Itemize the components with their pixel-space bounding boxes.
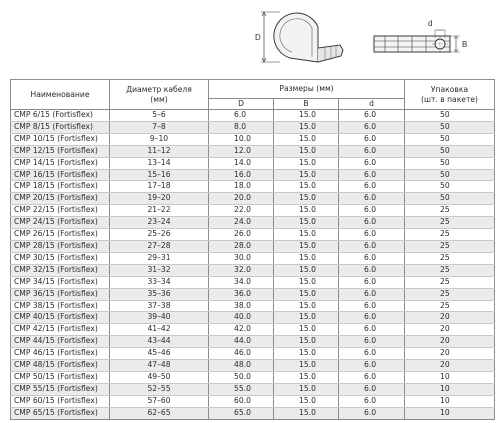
cell-d: 6.0 — [339, 252, 405, 264]
cell-name: CMP 65/15 (Fortisflex) — [11, 407, 110, 419]
cell-name: CMP 24/15 (Fortisflex) — [11, 217, 110, 229]
cell-diameter-range: 47–48 — [110, 360, 209, 372]
cell-d: 6.0 — [339, 217, 405, 229]
cell-pack: 10 — [405, 395, 495, 407]
cell-name: CMP 14/15 (Fortisflex) — [11, 157, 110, 169]
cell-diameter-range: 45–46 — [110, 348, 209, 360]
cell-diameter-range: 5–6 — [110, 110, 209, 122]
cell-name: CMP 44/15 (Fortisflex) — [11, 336, 110, 348]
cell-pack: 50 — [405, 169, 495, 181]
cell-d: 6.0 — [339, 169, 405, 181]
dimension-label-D: D — [255, 33, 261, 42]
cell-name: CMP 18/15 (Fortisflex) — [11, 181, 110, 193]
cell-d: 6.0 — [339, 276, 405, 288]
header-diameter — [110, 80, 209, 110]
cell-d: 6.0 — [339, 324, 405, 336]
dimension-label-d: d — [428, 19, 433, 28]
cell-pack: 25 — [405, 252, 495, 264]
cell-diameter-range: 13–14 — [110, 157, 209, 169]
cell-name: CMP 38/15 (Fortisflex) — [11, 300, 110, 312]
table-row — [11, 360, 495, 372]
table-row — [11, 288, 495, 300]
cell-pack: 20 — [405, 360, 495, 372]
cell-name: CMP 8/15 (Fortisflex) — [11, 121, 110, 133]
cell-pack: 25 — [405, 229, 495, 241]
header-pack-line1: Упаковка — [430, 84, 469, 94]
cell-pack: 20 — [405, 312, 495, 324]
cell-diameter-range: 11–12 — [110, 145, 209, 157]
cell-B: 15.0 — [274, 193, 339, 205]
cell-B: 15.0 — [274, 133, 339, 145]
cell-d: 6.0 — [339, 133, 405, 145]
cell-B: 15.0 — [274, 145, 339, 157]
cell-B: 15.0 — [274, 407, 339, 419]
cell-d: 6.0 — [339, 407, 405, 419]
cell-D: 6.0 — [209, 110, 274, 122]
table-row — [11, 193, 495, 205]
cell-d: 6.0 — [339, 371, 405, 383]
cell-name: CMP 55/15 (Fortisflex) — [11, 383, 110, 395]
table-row — [11, 407, 495, 419]
header-pack — [405, 80, 495, 110]
cell-diameter-range: 29–31 — [110, 252, 209, 264]
cell-D: 8.0 — [209, 121, 274, 133]
cell-diameter-range: 25–26 — [110, 229, 209, 241]
cell-pack: 25 — [405, 288, 495, 300]
cell-B: 15.0 — [274, 229, 339, 241]
cell-pack: 20 — [405, 348, 495, 360]
cell-pack: 50 — [405, 110, 495, 122]
cell-D: 28.0 — [209, 240, 274, 252]
cell-d: 6.0 — [339, 312, 405, 324]
cell-d: 6.0 — [339, 336, 405, 348]
cell-diameter-range: 43–44 — [110, 336, 209, 348]
cell-B: 15.0 — [274, 205, 339, 217]
cell-pack: 10 — [405, 383, 495, 395]
cell-d: 6.0 — [339, 110, 405, 122]
cell-name: CMP 36/15 (Fortisflex) — [11, 288, 110, 300]
cell-B: 15.0 — [274, 288, 339, 300]
cell-name: CMP 26/15 (Fortisflex) — [11, 229, 110, 241]
cell-name: CMP 34/15 (Fortisflex) — [11, 276, 110, 288]
table-row — [11, 217, 495, 229]
cell-B: 15.0 — [274, 360, 339, 372]
cell-diameter-range: 7–8 — [110, 121, 209, 133]
cell-pack: 50 — [405, 157, 495, 169]
header-col-d: d — [339, 99, 405, 110]
cell-D: 34.0 — [209, 276, 274, 288]
cell-pack: 20 — [405, 324, 495, 336]
cell-diameter-range: 57–60 — [110, 395, 209, 407]
cell-diameter-range: 49–50 — [110, 371, 209, 383]
cell-pack: 25 — [405, 276, 495, 288]
table-row — [11, 336, 495, 348]
cell-d: 6.0 — [339, 300, 405, 312]
cell-diameter-range: 52–55 — [110, 383, 209, 395]
table-row — [11, 181, 495, 193]
cell-B: 15.0 — [274, 110, 339, 122]
table-row — [11, 240, 495, 252]
cell-B: 15.0 — [274, 121, 339, 133]
table-row — [11, 264, 495, 276]
cell-D: 44.0 — [209, 336, 274, 348]
cell-D: 24.0 — [209, 217, 274, 229]
cell-B: 15.0 — [274, 348, 339, 360]
cell-name: CMP 48/15 (Fortisflex) — [11, 360, 110, 372]
cell-B: 15.0 — [274, 276, 339, 288]
cell-pack: 50 — [405, 133, 495, 145]
cell-pack: 50 — [405, 145, 495, 157]
cell-diameter-range: 37–38 — [110, 300, 209, 312]
cell-name: CMP 46/15 (Fortisflex) — [11, 348, 110, 360]
table-row — [11, 110, 495, 122]
cell-B: 15.0 — [274, 157, 339, 169]
cell-diameter-range: 23–24 — [110, 217, 209, 229]
cell-D: 46.0 — [209, 348, 274, 360]
cell-D: 10.0 — [209, 133, 274, 145]
cell-D: 60.0 — [209, 395, 274, 407]
cell-D: 55.0 — [209, 383, 274, 395]
cell-D: 22.0 — [209, 205, 274, 217]
table-row — [11, 169, 495, 181]
table-row — [11, 121, 495, 133]
cell-d: 6.0 — [339, 240, 405, 252]
cell-name: CMP 12/15 (Fortisflex) — [11, 145, 110, 157]
cell-B: 15.0 — [274, 181, 339, 193]
cell-D: 42.0 — [209, 324, 274, 336]
cell-D: 16.0 — [209, 169, 274, 181]
cell-diameter-range: 27–28 — [110, 240, 209, 252]
table-row — [11, 133, 495, 145]
cell-B: 15.0 — [274, 300, 339, 312]
cell-pack: 10 — [405, 371, 495, 383]
cell-D: 65.0 — [209, 407, 274, 419]
table-row — [11, 395, 495, 407]
cell-D: 50.0 — [209, 371, 274, 383]
cell-diameter-range: 21–22 — [110, 205, 209, 217]
table-row — [11, 371, 495, 383]
cell-pack: 25 — [405, 300, 495, 312]
cell-name: CMP 6/15 (Fortisflex) — [11, 110, 110, 122]
cell-D: 26.0 — [209, 229, 274, 241]
cell-d: 6.0 — [339, 264, 405, 276]
table-row — [11, 205, 495, 217]
cell-D: 38.0 — [209, 300, 274, 312]
cell-d: 6.0 — [339, 145, 405, 157]
table-row — [11, 276, 495, 288]
cell-pack: 50 — [405, 181, 495, 193]
table-row — [11, 252, 495, 264]
cell-name: CMP 50/15 (Fortisflex) — [11, 371, 110, 383]
cell-d: 6.0 — [339, 205, 405, 217]
cell-B: 15.0 — [274, 395, 339, 407]
clamp-side-view-icon — [274, 13, 318, 62]
cell-d: 6.0 — [339, 229, 405, 241]
dimension-label-B: B — [462, 40, 468, 49]
cell-pack: 25 — [405, 240, 495, 252]
cell-B: 15.0 — [274, 169, 339, 181]
cell-B: 15.0 — [274, 324, 339, 336]
cell-diameter-range: 41–42 — [110, 324, 209, 336]
spec-table — [10, 79, 495, 420]
cell-pack: 10 — [405, 407, 495, 419]
cell-B: 15.0 — [274, 264, 339, 276]
cell-diameter-range: 62–65 — [110, 407, 209, 419]
cell-D: 40.0 — [209, 312, 274, 324]
cell-B: 15.0 — [274, 240, 339, 252]
cell-pack: 50 — [405, 121, 495, 133]
cell-diameter-range: 39–40 — [110, 312, 209, 324]
header-pack-line2: (шт. в пакете) — [421, 94, 479, 104]
cell-diameter-range: 33–34 — [110, 276, 209, 288]
cell-D: 12.0 — [209, 145, 274, 157]
table-row — [11, 348, 495, 360]
cell-pack: 25 — [405, 217, 495, 229]
table-body — [11, 110, 495, 420]
cell-pack: 25 — [405, 205, 495, 217]
table-header-row — [11, 80, 495, 99]
cell-D: 36.0 — [209, 288, 274, 300]
cell-d: 6.0 — [339, 288, 405, 300]
cell-D: 14.0 — [209, 157, 274, 169]
cell-d: 6.0 — [339, 157, 405, 169]
cell-pack: 20 — [405, 336, 495, 348]
cell-d: 6.0 — [339, 360, 405, 372]
cell-name: CMP 20/15 (Fortisflex) — [11, 193, 110, 205]
cell-B: 15.0 — [274, 383, 339, 395]
cell-d: 6.0 — [339, 121, 405, 133]
cell-d: 6.0 — [339, 395, 405, 407]
cell-diameter-range: 9–10 — [110, 133, 209, 145]
cell-name: CMP 32/15 (Fortisflex) — [11, 264, 110, 276]
header-diameter-line1: Диаметр кабеля — [126, 84, 192, 94]
cell-B: 15.0 — [274, 217, 339, 229]
cell-diameter-range: 15–16 — [110, 169, 209, 181]
header-diameter-line2: (мм) — [150, 94, 168, 104]
cell-D: 18.0 — [209, 181, 274, 193]
cell-name: CMP 28/15 (Fortisflex) — [11, 240, 110, 252]
cell-D: 20.0 — [209, 193, 274, 205]
header-sizes: Размеры (мм) — [209, 80, 405, 99]
cell-d: 6.0 — [339, 383, 405, 395]
cell-diameter-range: 31–32 — [110, 264, 209, 276]
cell-D: 32.0 — [209, 264, 274, 276]
cell-B: 15.0 — [274, 371, 339, 383]
cell-B: 15.0 — [274, 312, 339, 324]
cell-D: 48.0 — [209, 360, 274, 372]
table-row — [11, 157, 495, 169]
table-row — [11, 312, 495, 324]
cell-D: 30.0 — [209, 252, 274, 264]
table-row — [11, 300, 495, 312]
cell-d: 6.0 — [339, 181, 405, 193]
header-col-B: B — [274, 99, 339, 110]
cell-B: 15.0 — [274, 252, 339, 264]
clamp-diagram — [0, 0, 500, 78]
cell-pack: 25 — [405, 264, 495, 276]
table-row — [11, 145, 495, 157]
cell-diameter-range: 35–36 — [110, 288, 209, 300]
cell-name: CMP 42/15 (Fortisflex) — [11, 324, 110, 336]
cell-pack: 50 — [405, 193, 495, 205]
cell-name: CMP 10/15 (Fortisflex) — [11, 133, 110, 145]
header-col-D: D — [209, 99, 274, 110]
cell-d: 6.0 — [339, 348, 405, 360]
cell-name: CMP 60/15 (Fortisflex) — [11, 395, 110, 407]
cell-d: 6.0 — [339, 193, 405, 205]
cell-name: CMP 22/15 (Fortisflex) — [11, 205, 110, 217]
cell-name: CMP 30/15 (Fortisflex) — [11, 252, 110, 264]
cell-diameter-range: 19–20 — [110, 193, 209, 205]
table-row — [11, 229, 495, 241]
cell-diameter-range: 17–18 — [110, 181, 209, 193]
table-row — [11, 324, 495, 336]
cell-name: CMP 16/15 (Fortisflex) — [11, 169, 110, 181]
cell-name: CMP 40/15 (Fortisflex) — [11, 312, 110, 324]
cell-B: 15.0 — [274, 336, 339, 348]
table-row — [11, 383, 495, 395]
header-name: Наименование — [11, 80, 110, 110]
